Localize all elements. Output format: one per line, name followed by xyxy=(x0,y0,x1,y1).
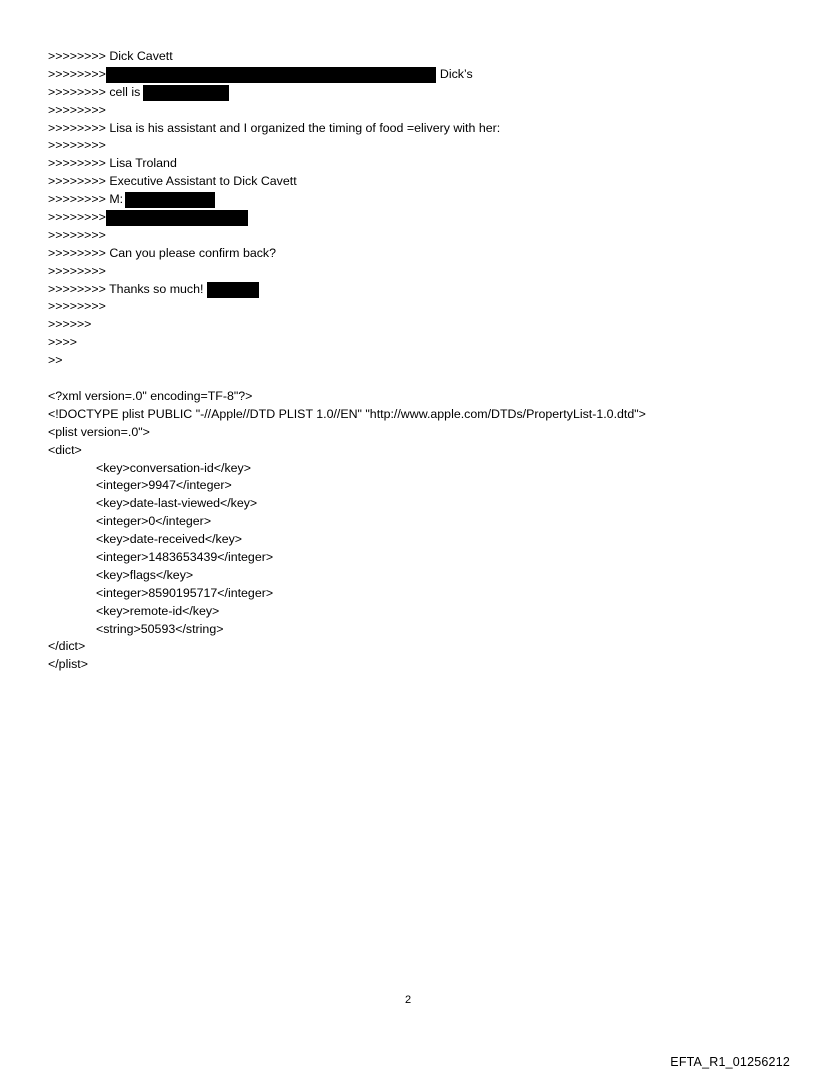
plist-doctype: <!DOCTYPE plist PUBLIC "-//Apple//DTD PLIST 1.0//EN" "http://www.apple.com/DTDs/PropertyList-1.0.dtd"> xyxy=(48,406,646,421)
email-line xyxy=(48,66,788,84)
page-number: 2 xyxy=(404,994,412,1006)
email-line-text: >>>>>>>> xyxy=(48,102,106,117)
email-line-text: >>>>>>>> Thanks so much! xyxy=(48,281,204,296)
email-line xyxy=(48,263,788,281)
redaction-box xyxy=(143,85,229,101)
email-line-text: >>>> xyxy=(48,335,77,350)
dict-close-tag: </dict> xyxy=(48,639,86,654)
email-line xyxy=(48,155,788,173)
email-line xyxy=(48,48,788,66)
email-line xyxy=(48,173,788,191)
email-line xyxy=(48,316,788,334)
email-line-text: Dick’s xyxy=(439,66,473,81)
plist-entry: <integer>1483653439</integer> xyxy=(96,550,274,565)
plist-close-tag: </plist> xyxy=(48,657,88,672)
email-line-text: >>>>>>>> M: xyxy=(48,192,124,207)
plist-xml-block xyxy=(48,388,788,674)
xml-declaration: <?xml version=.0" encoding=TF-8"?> xyxy=(48,389,253,403)
email-line xyxy=(48,245,788,263)
email-line-text: >>>>>>>> cell is xyxy=(48,84,141,99)
plist-entry: <key>date-last-viewed</key> xyxy=(96,496,258,511)
email-line xyxy=(48,84,788,102)
email-line xyxy=(48,227,788,245)
email-line-text: >>>>>>>> xyxy=(48,227,106,242)
email-line xyxy=(48,334,788,352)
plist-entry: <key>remote-id</key> xyxy=(96,603,220,618)
plist-entry: <integer>9947</integer> xyxy=(96,478,232,493)
plist-entry: <key>date-received</key> xyxy=(96,532,243,547)
redaction-box xyxy=(125,192,215,208)
plist-entry: <string>50593</string> xyxy=(96,621,224,636)
email-line xyxy=(48,298,788,316)
email-line-text: >>>>>>>> xyxy=(48,138,106,153)
plist-open-tag: <plist version=.0"> xyxy=(48,424,150,439)
email-line xyxy=(48,137,788,155)
email-line-text: >>>>>>>> xyxy=(48,263,106,278)
email-line-text: >> xyxy=(48,353,63,368)
email-line xyxy=(48,120,788,138)
email-line xyxy=(48,209,788,227)
plist-entry: <key>conversation-id</key> xyxy=(96,460,251,475)
email-line xyxy=(48,191,788,209)
plist-entry: <key>flags</key> xyxy=(96,567,194,582)
email-line-text: >>>>>>>> Can you please confirm back? xyxy=(48,245,277,260)
email-line-text: >>>>>>>> Lisa Troland xyxy=(48,156,177,171)
email-line-text: >>>>>>>> Dick Cavett xyxy=(48,49,173,63)
email-line xyxy=(48,281,788,299)
email-line xyxy=(48,102,788,120)
email-line-text: >>>>>>>> xyxy=(48,66,106,81)
email-line-text: >>>>>>>> Lisa is his assistant and I organized the timing of food =elivery with her: xyxy=(48,120,501,135)
email-line-text: >>>>>>>> xyxy=(48,210,106,225)
email-line xyxy=(48,352,788,370)
email-quoted-text xyxy=(48,48,788,370)
email-line-text: >>>>>>>> xyxy=(48,299,106,314)
plist-entry: <integer>8590195717</integer> xyxy=(96,585,274,600)
bates-number: EFTA_R1_01256212 xyxy=(670,1055,790,1069)
redaction-box xyxy=(106,67,436,83)
email-line-text: >>>>>>>> Executive Assistant to Dick Cavett xyxy=(48,174,297,189)
plist-entry: <integer>0</integer> xyxy=(96,514,212,529)
redaction-box xyxy=(207,282,259,298)
redaction-box xyxy=(106,210,248,226)
dict-open-tag: <dict> xyxy=(48,442,82,457)
email-line-text: >>>>>> xyxy=(48,317,92,332)
